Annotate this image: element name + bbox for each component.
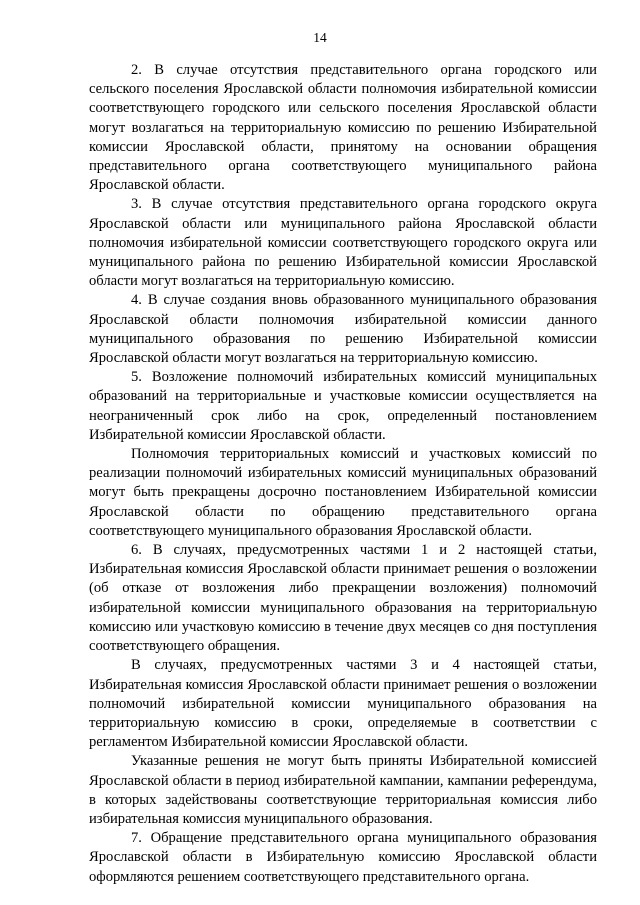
paragraph-6-second: В случаях, предусмотренных частями 3 и 4 настоящей статьи, Избирательная комиссия Ярославской области принимает решения о возложении полномочий избирательной комиссии муниципального образования на территориальную комиссию в сроки, определяемые в соответствии с регламентом Избирательной комиссии Ярославской области. <box>89 657 597 751</box>
document-body <box>89 61 597 887</box>
paragraph-2: 2. В случае отсутствия представительного органа городского или сельского поселения Ярославской области полномочия избирательной комиссии соответствующего городского или сельского поселения Ярославской области могут возлагаться на территориальную комиссию по решению Избирательной комиссии Ярославской области, принятому на основании обращения представительного органа соответствующего муниципального района Ярославской области. <box>89 62 597 194</box>
paragraph-5-continued: Полномочия территориальных комиссий и участковых комиссий по реализации полномочий избирательных комиссий муниципальных образований могут быть прекращены досрочно постановлением Избирательной комиссии Ярославской области по обращению представительного органа соответствующего муниципального образования Ярославской области. <box>89 446 597 539</box>
paragraph-6-third: Указанные решения не могут быть приняты Избирательной комиссией Ярославской области в период избирательной кампании, кампании референдума, в которых задействованы соответствующие территориальная комиссия либо избирательная комиссия муниципального образования. <box>89 753 597 827</box>
paragraph-3: 3. В случае отсутствия представительного органа городского округа Ярославской области или муниципального района Ярославской области полномочия избирательной комиссии соответствующего городского округа или муниципального района по решению Избирательной комиссии Ярославской области могут возлагаться на территориальную комиссию. <box>89 196 597 290</box>
paragraph-5: 5. Возложение полномочий избирательных комиссий муниципальных образований на территориальные и участковые комиссии осуществляется на неограниченный срок либо на срок, определенный постановлением Избирательной комиссии Ярославской области. <box>89 369 597 443</box>
paragraph-7: 7. Обращение представительного органа муниципального образования Ярославской области в Избирательную комиссию Ярославской области оформляются решением соответствующего представительного органа. <box>89 830 597 885</box>
paragraph-4: 4. В случае создания вновь образованного муниципального образования Ярославской области полномочия избирательной комиссии данного муниципального образования по решению Избирательной комиссии Ярославской области могут возлагаться на территориальную комиссию. <box>89 292 597 367</box>
paragraph-6: 6. В случаях, предусмотренных частями 1 и 2 настоящей статьи, Избирательная комиссия Ярославской области принимает решения о возложении (об отказе от возложения либо прекращении возложения) полномочий избирательной комиссии муниципального образования на территориальную комиссию или участковую комиссию в течение двух месяцев со дня поступления соответствующего обращения. <box>89 542 597 655</box>
page-number: 14 <box>313 30 327 45</box>
